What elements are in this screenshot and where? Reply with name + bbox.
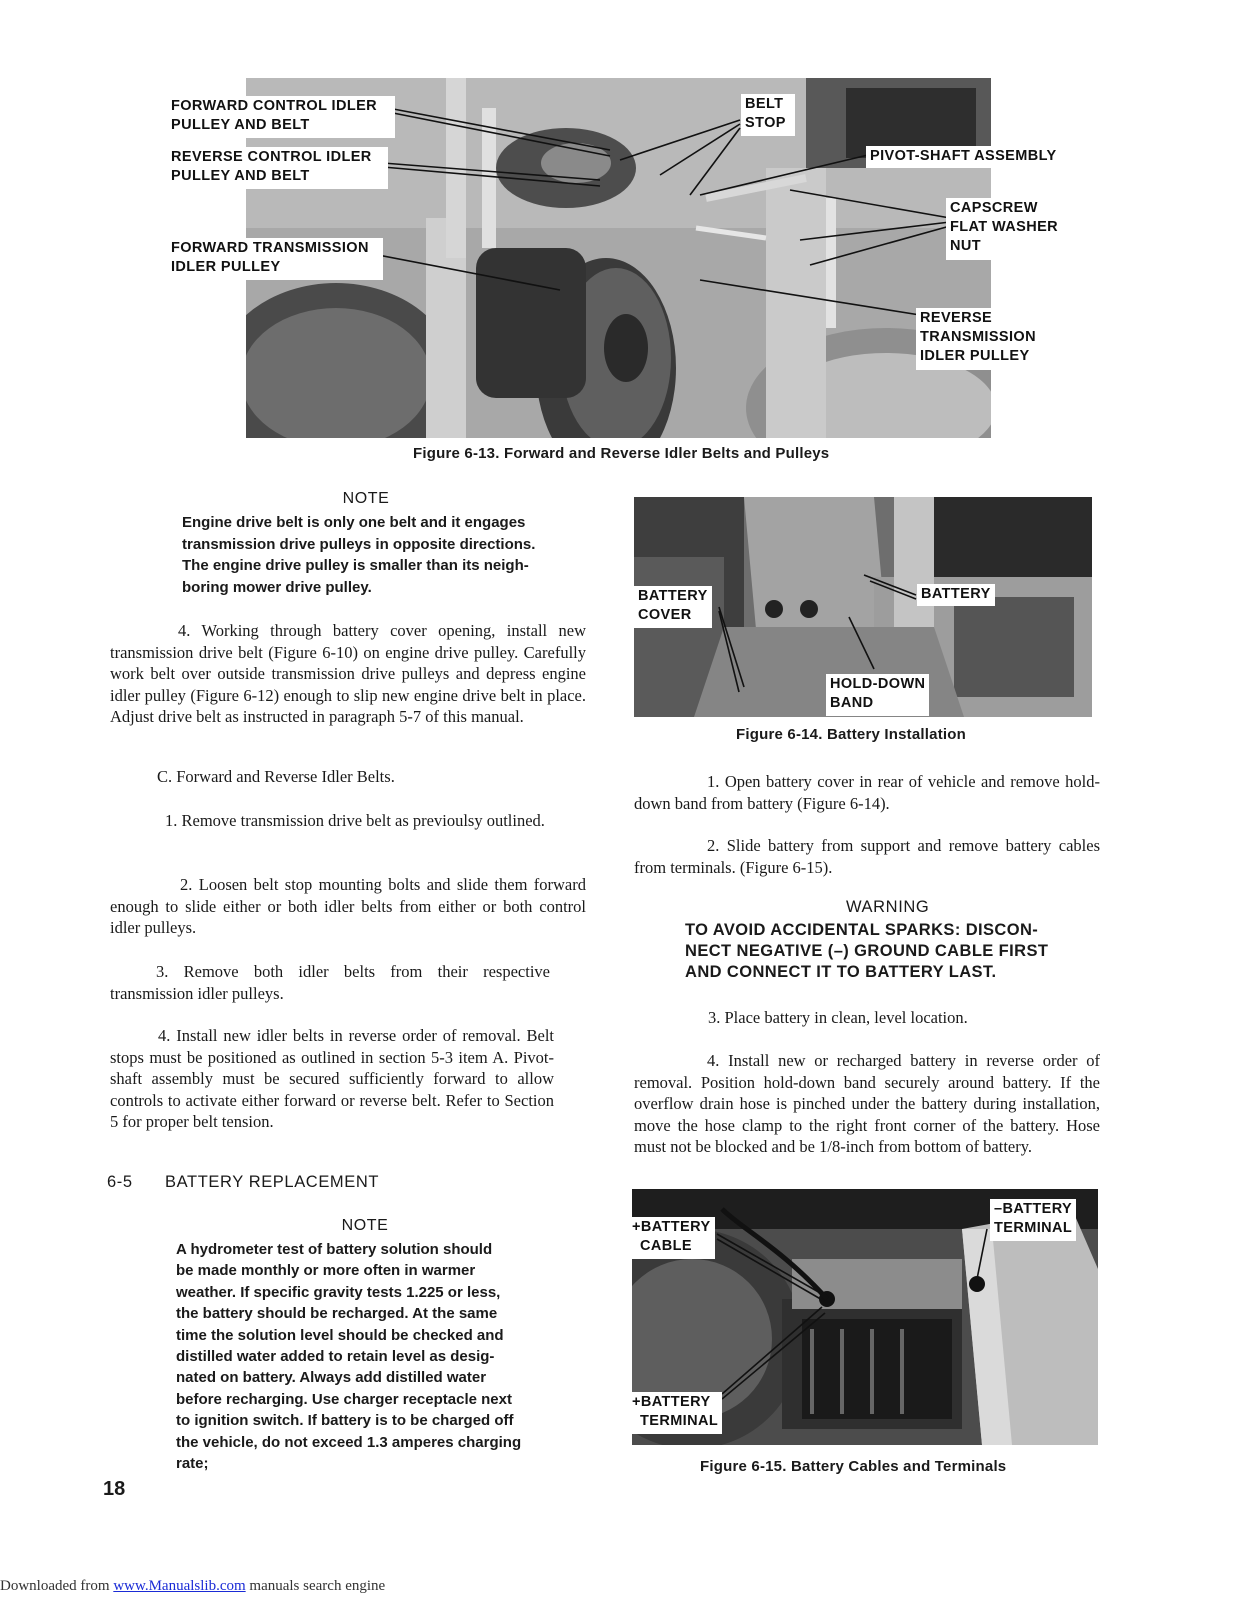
callout-line: BAND [830,695,874,711]
paragraph-r-step-2: 2. Slide battery from support and remove battery cables from terminals. (Figure 6-15). [634,836,1100,877]
callout-line: –BATTERY [994,1201,1073,1217]
note-line: rate; [176,1455,209,1473]
callout-line: BATTERY [638,588,708,604]
callout-line: HOLD-DOWN [830,676,926,692]
callout-pivot-shaft-assembly [866,146,1061,168]
note-line: time the solution level should be checked and [176,1326,504,1344]
note-line: Engine drive belt is only one belt and it engages [182,514,526,531]
footer-prefix: Downloaded from [0,1578,114,1594]
note-heading: NOTE [342,490,390,507]
paragraph-c-step-2: 2. Loosen belt stop mounting bolts and slide them forward enough to slide either or both idler belts from either or both control idler pulleys. [110,875,586,937]
paragraph-c-step-1: 1. Remove transmission drive belt as previoulsy outlined. [165,811,545,830]
figure-6-13-caption: Figure 6-13. Forward and Reverse Idler Belts and Pulleys [413,445,830,462]
callout-line: CABLE [640,1238,692,1254]
note-engine-drive-belt [182,512,562,598]
callout-line: REVERSE CONTROL IDLER [171,149,372,165]
callout-line: BELT [745,96,784,112]
callout-line: CAPSCREW [950,200,1038,216]
figure-6-14-caption: Figure 6-14. Battery Installation [736,726,966,743]
note-hydrometer-test [176,1239,576,1474]
note-heading: NOTE [341,1217,389,1234]
paragraph-step-4-install-drive-belt: 4. Working through battery cover opening, install new transmission drive belt (Figure 6-10) on engine drive pulley. Carefully work belt over outside transmission drive pulleys and depress engine idler pulley (Figure 6-12) enough to slip new engine drive belt in place. Adjust drive belt as instructed in paragraph 5-7 of this manual. [110,621,586,726]
figure-6-15-caption: Figure 6-15. Battery Cables and Terminals [700,1458,1007,1475]
callout-line: IDLER PULLEY [171,259,281,275]
note-line: weather. If specific gravity tests 1.225 or less, [176,1283,501,1301]
section-c-heading: C. Forward and Reverse Idler Belts. [157,767,395,786]
callout-battery [917,584,995,606]
callout-capscrew-washer-nut [946,198,1062,260]
callout-forward-transmission-idler [167,238,383,280]
callout-line: +BATTERY [632,1394,711,1410]
callout-positive-battery-cable [628,1217,715,1259]
note-line: nated on battery. Always add distilled water [176,1369,487,1387]
warning-line: TO AVOID ACCIDENTAL SPARKS: DISCON- [685,921,1039,939]
callout-hold-down-band [826,674,929,716]
callout-positive-battery-terminal [628,1392,722,1434]
note-line: be made monthly or more often in warmer [176,1262,476,1280]
paragraph-r-step-3: 3. Place battery in clean, level location. [708,1008,968,1027]
paragraph-r-step-4: 4. Install new or recharged battery in reverse order of removal. Position hold-down band securely around battery. If the overflow drain hose is pinched under the battery during installation, move the hose clamp to the right front corner of the battery. Hose must not be blocked and be 1/8-inch from bottom of battery. [634,1051,1100,1156]
callout-negative-battery-terminal [990,1199,1076,1241]
callout-line: NUT [950,238,982,254]
section-6-5-heading [107,1173,379,1192]
callout-line: PIVOT-SHAFT ASSEMBLY [870,148,1057,164]
footer-suffix: manuals search engine [245,1578,386,1594]
callout-belt-stop [741,94,795,136]
callout-line: TERMINAL [640,1413,719,1429]
callout-battery-cover [634,586,712,628]
callout-line: REVERSE [920,310,993,326]
note-line: A hydrometer test of battery solution should [176,1241,493,1258]
paragraph-r-step-1: 1. Open battery cover in rear of vehicle and remove hold-down band from battery (Figure 6-14). [634,772,1100,813]
callout-reverse-control-idler [167,147,388,189]
callout-reverse-transmission-idler [916,308,1040,370]
callout-line: +BATTERY [632,1219,711,1235]
paragraph-c-step-4: 4. Install new idler belts in reverse order of removal. Belt stops must be positioned as outlined in section 5-3 item A. Pivot-shaft assembly must be secured sufficiently forward to allow controls to activate either forward or reverse belt. Refer to Section 5 for proper belt tension. [110,1026,554,1131]
note-line: The engine drive pulley is smaller than its neigh- [182,557,529,574]
callout-line: STOP [745,115,786,131]
note-line: the battery should be recharged. At the same [176,1305,498,1323]
note-line: the vehicle, do not exceed 1.3 amperes charging [176,1433,522,1451]
callout-line: PULLEY AND BELT [171,168,310,184]
warning-heading: WARNING [846,898,930,916]
callout-line: FORWARD CONTROL IDLER [171,98,378,114]
callout-line: IDLER PULLEY [920,348,1030,364]
callout-line: PULLEY AND BELT [171,117,310,133]
warning-line: NECT NEGATIVE (–) GROUND CABLE FIRST [685,942,1049,960]
callout-line: TERMINAL [994,1220,1073,1236]
callout-line: COVER [638,607,692,623]
manualslib-link[interactable]: www.Manualslib.com [113,1578,246,1594]
callout-line: FORWARD TRANSMISSION [171,240,369,256]
note-line: transmission drive pulleys in opposite directions. [182,535,536,553]
callout-line: TRANSMISSION [920,329,1036,345]
section-title: BATTERY REPLACEMENT [165,1173,380,1191]
warning-text [685,920,1105,983]
callout-line: BATTERY [921,586,991,602]
note-line: before recharging. Use charger receptacle next [176,1390,512,1408]
callout-forward-control-idler [167,96,395,138]
page-number: 18 [103,1478,126,1500]
note-line: boring mower drive pulley. [182,578,372,596]
callout-line: FLAT WASHER [950,219,1059,235]
download-footer [0,1578,385,1595]
note-line: distilled water added to retain level as desig- [176,1348,495,1366]
note-line: to ignition switch. If battery is to be charged off [176,1412,514,1430]
paragraph-c-step-3: 3. Remove both idler belts from their respective transmission idler pulleys. [110,962,550,1003]
warning-line: AND CONNECT IT TO BATTERY LAST. [685,963,997,981]
section-number: 6-5 [107,1173,133,1191]
